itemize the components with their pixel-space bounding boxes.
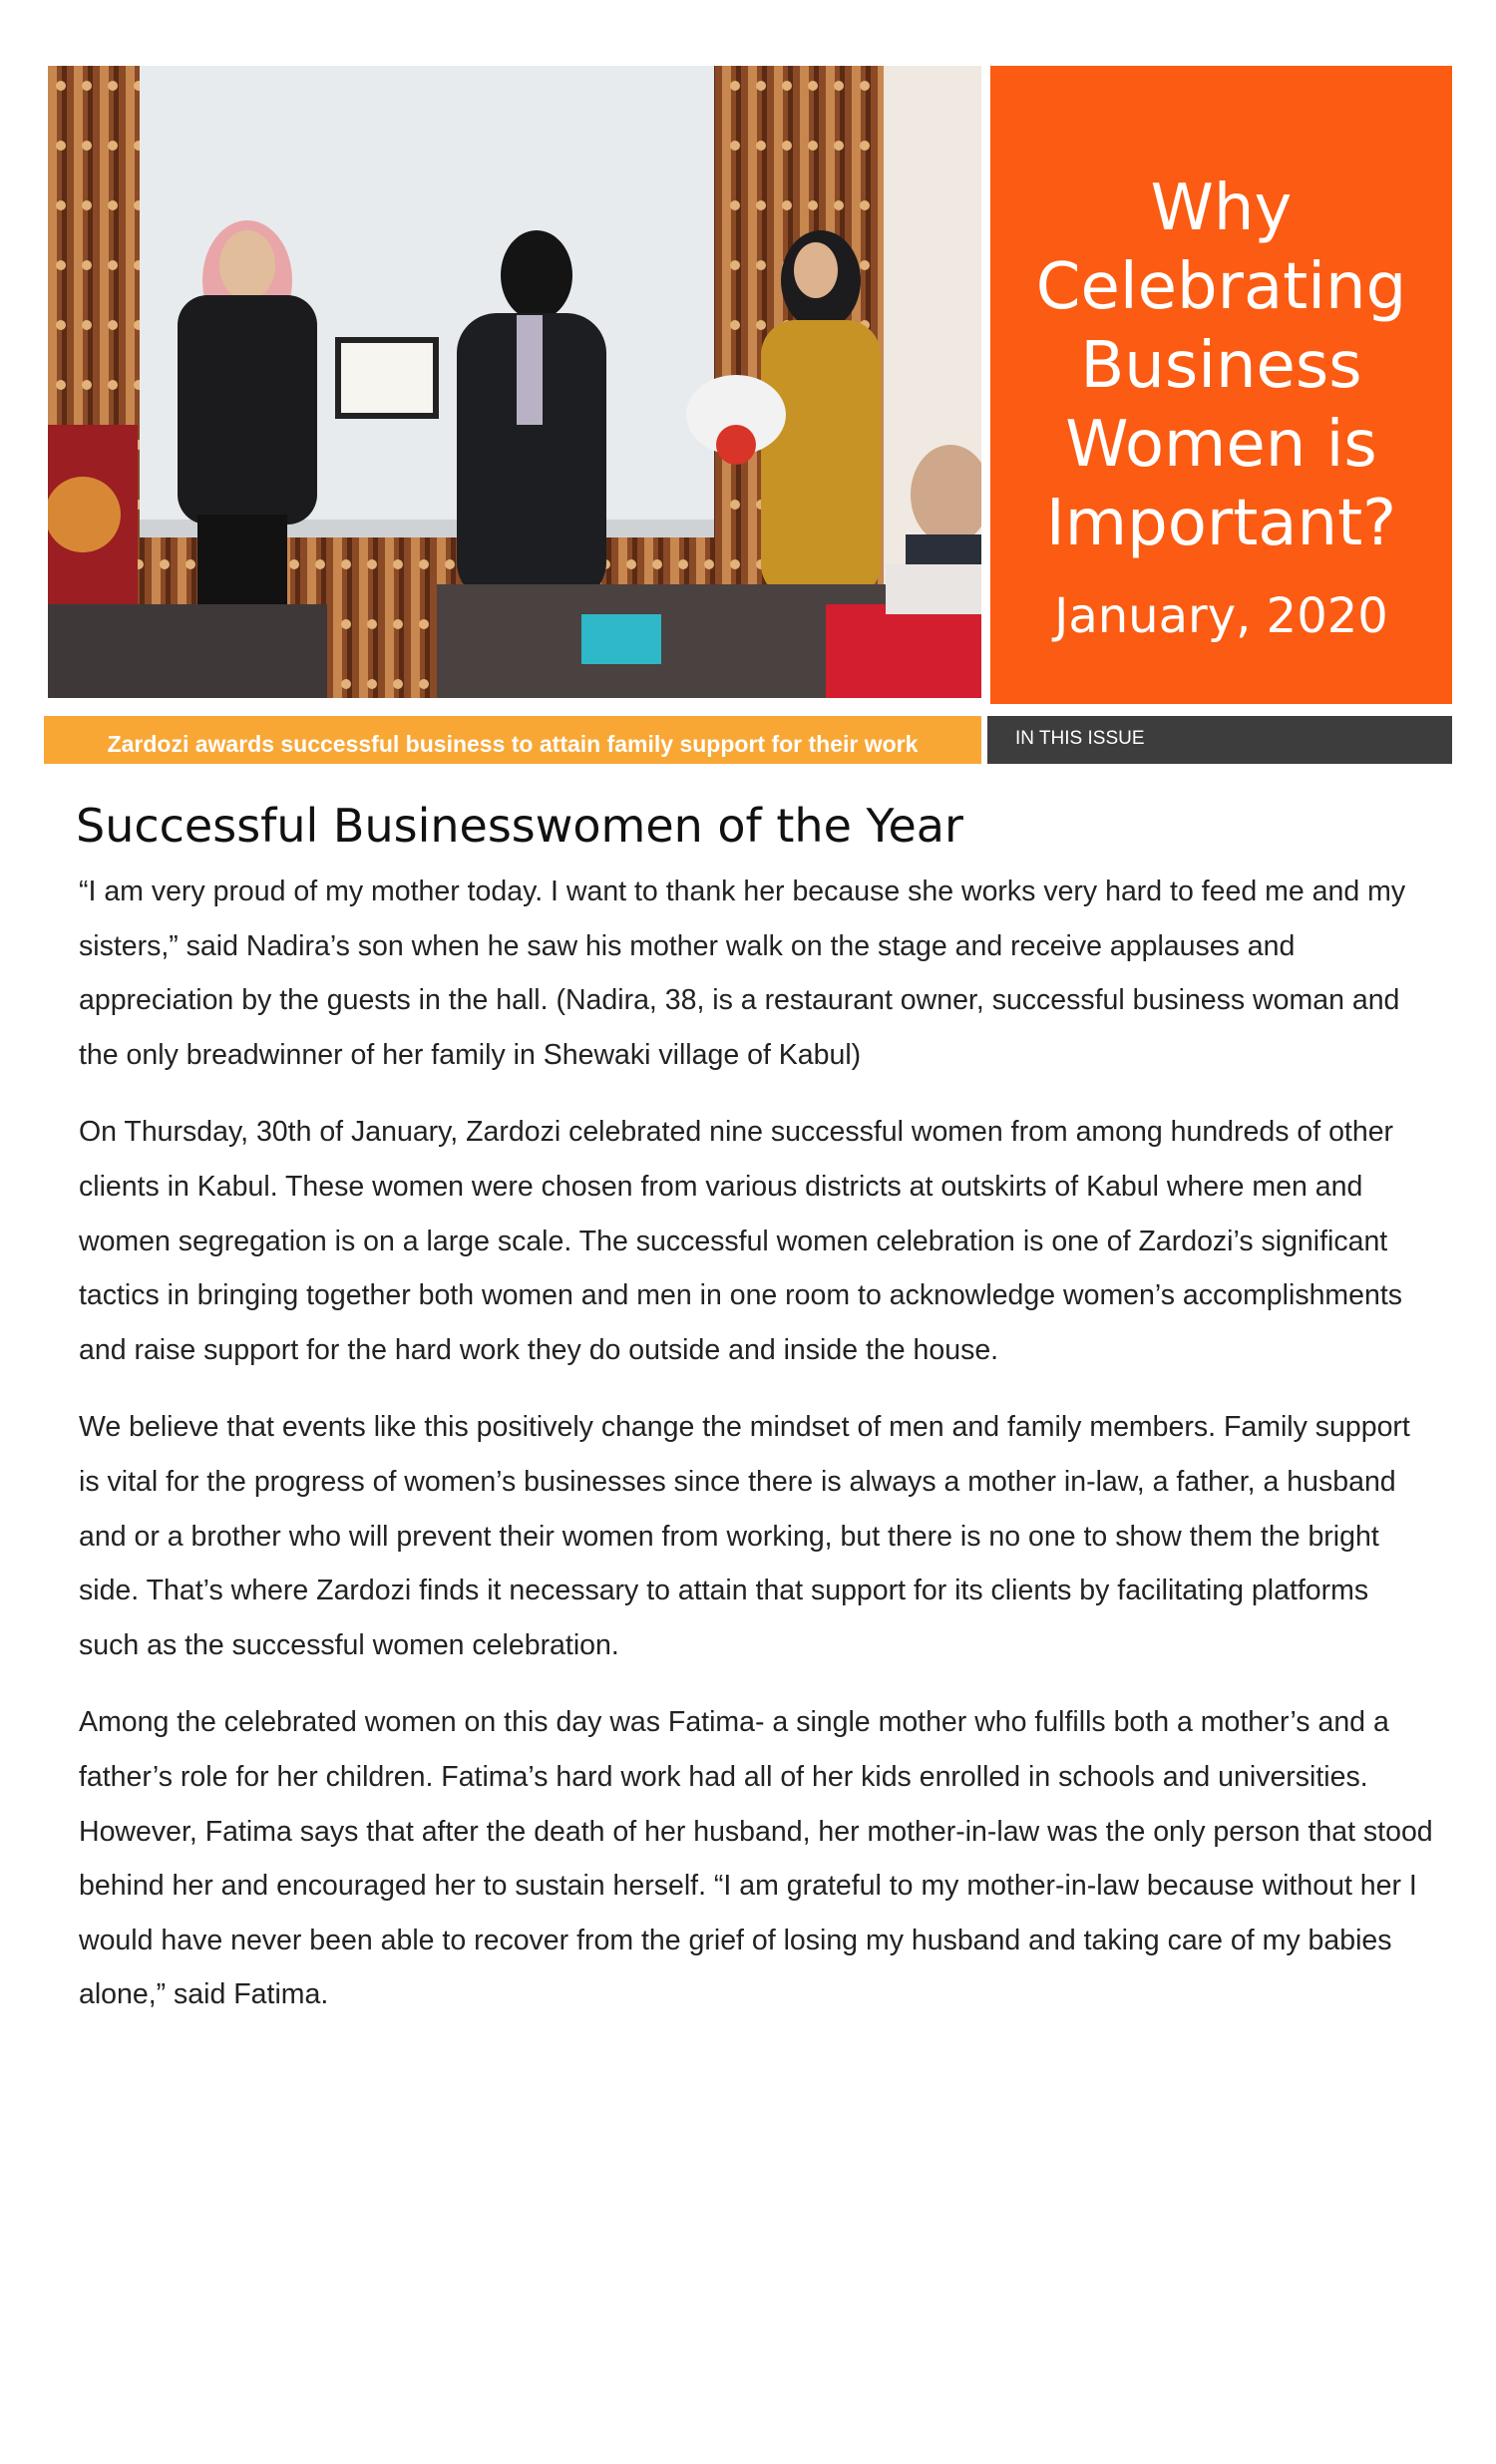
article-paragraph: Among the celebrated women on this day was Fatima- a single mother who fulfills both a mother’s and a father’s role for her children. Fatima’s hard work had all of her kids enrolled in schools and universities. However, Fatima says that after the death of her husband, her mother-in-law was the only person that stood behind her and encouraged her to sustain herself. “I am grateful to my mother-in-law because without her I would have never been able to recover from the grief of losing my husband and taking care of my babies alone,” said Fatima. bbox=[79, 1706, 1433, 2011]
article-paragraph: On Thursday, 30th of January, Zardozi celebrated nine successful women from among hundreds of other clients in Kabul. These women were chosen from various districts at outskirts of Kabul where men and women segregation is on a large scale. The successful women celebration is one of Zardozi’s significant tactics in bringing together both women and men in one room to acknowledge women’s accomplishments and raise support for the hard work they do outside and inside the house. bbox=[79, 1116, 1403, 1366]
article-paragraph: “I am very proud of my mother today. I want to thank her because she works very hard to feed me and my sisters,” said Nadira’s son when he saw his mother walk on the stage and receive applauses and appreciation by the guests in the hall. (Nadira, 38, is a restaurant owner, successful business woman and the only breadwinner of her family in Shewaki village of Kabul) bbox=[79, 876, 1406, 1071]
article-body bbox=[79, 865, 1435, 2045]
ceremony-photo bbox=[48, 66, 981, 698]
article-paragraph: We believe that events like this positively change the mindset of men and family members. Family support is vital for the progress of women’s businesses since there is always a mother in-law, a father, a husband and or a brother who will prevent their women from working, but there is no one to show them the bright side. That’s where Zardozi finds it necessary to attain that support for its clients by facilitating platforms such as the successful women celebration. bbox=[79, 1411, 1410, 1661]
photo-caption: Zardozi awards successful business to attain family support for their work bbox=[44, 716, 981, 764]
cover-date: January, 2020 bbox=[1054, 588, 1388, 644]
ceremony-photo-illustration bbox=[48, 66, 981, 698]
cover-title: Why Celebrating Business Women is Important? bbox=[1035, 172, 1407, 560]
cover-title-block bbox=[990, 66, 1452, 704]
in-this-issue-label: IN THIS ISSUE bbox=[987, 716, 1452, 764]
article-headline: Successful Businesswomen of the Year bbox=[76, 799, 963, 853]
